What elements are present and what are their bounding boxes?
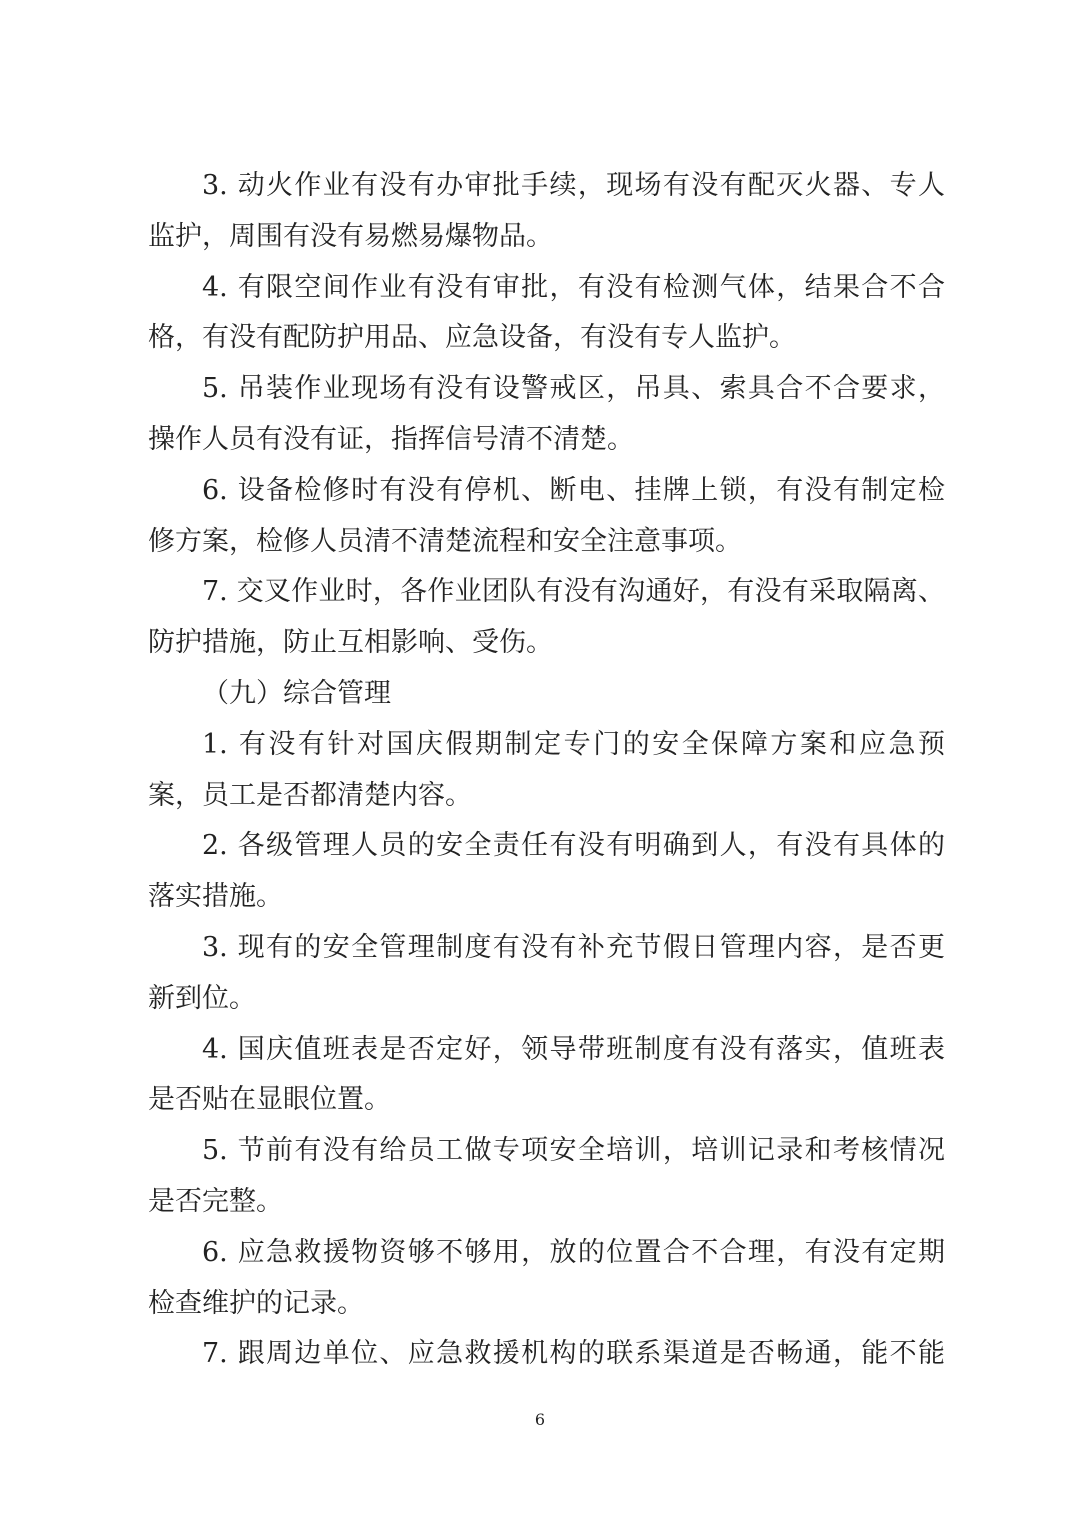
paragraph	[148, 1231, 945, 1333]
paragraph	[148, 723, 945, 825]
text-line: 修方案，检修人员清不清楚流程和安全注意事项。	[148, 525, 742, 557]
paragraph	[148, 469, 945, 571]
document-body	[148, 164, 945, 1383]
paragraph	[148, 1028, 945, 1130]
paragraph	[148, 164, 945, 266]
text-line: 7. 交叉作业时，各作业团队有没有沟通好，有没有采取隔离、	[202, 576, 945, 608]
text-line: 格，有没有配防护用品、应急设备，有没有专人监护。	[148, 322, 796, 354]
paragraph	[148, 1129, 945, 1231]
text-line: 案，员工是否都清楚内容。	[148, 779, 472, 811]
text-line: 5. 节前有没有给员工做专项安全培训，培训记录和考核情况	[202, 1135, 945, 1167]
text-line: 4. 有限空间作业有没有审批，有没有检测气体，结果合不合	[202, 271, 945, 303]
text-line: 5. 吊装作业现场有没有设警戒区，吊具、索具合不合要求，	[202, 373, 945, 405]
text-line: 2. 各级管理人员的安全责任有没有明确到人，有没有具体的	[202, 830, 945, 862]
paragraph	[148, 570, 945, 672]
paragraph	[148, 672, 945, 723]
text-line: 是否贴在显眼位置。	[148, 1084, 391, 1116]
text-line: 6. 应急救援物资够不够用，放的位置合不合理，有没有定期	[202, 1236, 945, 1268]
text-line: 防护措施，防止互相影响、受伤。	[148, 627, 553, 659]
paragraph	[148, 926, 945, 1028]
paragraph	[148, 824, 945, 926]
paragraph	[148, 266, 945, 368]
text-line: 落实措施。	[148, 881, 283, 913]
text-line: 4. 国庆值班表是否定好，领导带班制度有没有落实，值班表	[202, 1033, 945, 1065]
text-line: 3. 动火作业有没有办审批手续，现场有没有配灭火器、专人	[202, 170, 945, 201]
text-line: 监护，周围有没有易燃易爆物品。	[148, 220, 553, 252]
page-number: 6	[534, 1410, 546, 1429]
text-line: 3. 现有的安全管理制度有没有补充节假日管理内容，是否更	[202, 931, 945, 963]
text-line: 是否完整。	[148, 1185, 283, 1217]
text-line: 6. 设备检修时有没有停机、断电、挂牌上锁，有没有制定检	[202, 474, 945, 506]
text-line: （九）综合管理	[202, 677, 391, 709]
text-line: 新到位。	[148, 982, 256, 1014]
text-line: 检查维护的记录。	[148, 1287, 364, 1319]
paragraph	[148, 1332, 945, 1383]
paragraph	[148, 367, 945, 469]
text-line: 7. 跟周边单位、应急救援机构的联系渠道是否畅通，能不能	[202, 1338, 945, 1370]
text-line: 操作人员有没有证，指挥信号清不清楚。	[148, 423, 634, 455]
text-line: 1. 有没有针对国庆假期制定专门的安全保障方案和应急预	[202, 728, 945, 760]
